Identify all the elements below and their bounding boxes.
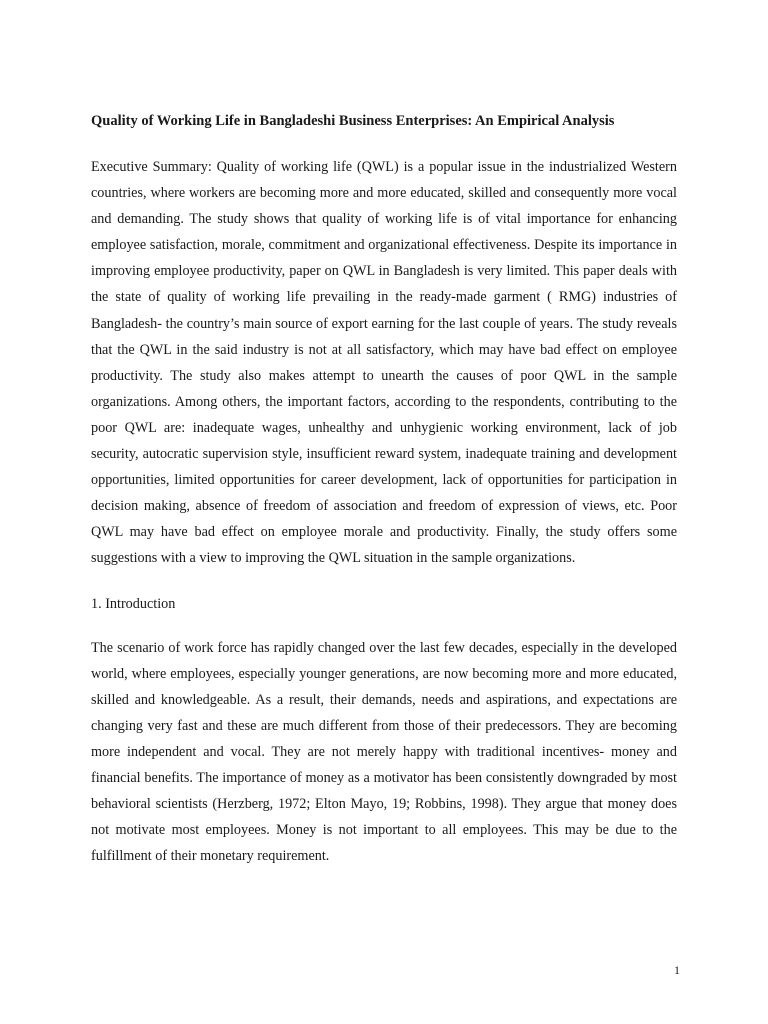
executive-summary-paragraph: Executive Summary: Quality of working life (QWL) is a popular issue in the industrialized Western countries, where workers are becoming more and more educated, skilled and consequently more vocal and demanding. The study shows that quality of working life is of vital importance for enhancing employee satisfaction, morale, commitment and organizational effectiveness. Despite its importance in improving employee productivity, paper on QWL in Bangladesh is very limited. This paper deals with the state of quality of working life prevailing in the ready-made garment ( RMG) industries of Bangladesh- the country’s main source of export earning for the last couple of years. The study reveals that the QWL in the said industry is not at all satisfactory, which may have bad effect on employee productivity. The study also makes attempt to unearth the causes of poor QWL in the sample organizations. Among others, the important factors, according to the respondents, contributing to the poor QWL are: inadequate wages, unhealthy and unhygienic working environment, lack of job security, autocratic supervision style, insufficient reward system, inadequate training and development opportunities, limited opportunities for career development, lack of opportunities for participation in decision making, absence of freedom of association and freedom of expression of views, etc. Poor QWL may have bad effect on employee morale and productivity. Finally, the study offers some suggestions with a view to improving the QWL situation in the sample organizations.: [91, 159, 677, 567]
section-heading-introduction: 1. Introduction: [91, 595, 176, 612]
page-number: 1: [674, 963, 680, 977]
paper-title: Quality of Working Life in Bangladeshi Business Enterprises: An Empirical Analysis: [91, 113, 615, 129]
introduction-paragraph: The scenario of work force has rapidly changed over the last few decades, especially in the developed world, where employees, especially younger generations, are now becoming more and more educated, skilled and knowledgeable. As a result, their demands, needs and aspirations, and expectations are changing very fast and these are much different from those of their predecessors. They are becoming more independent and vocal. They are not merely happy with traditional incentives- money and financial benefits. The importance of money as a motivator has been consistently downgraded by most behavioral scientists (Herzberg, 1972; Elton Mayo, 19; Robbins, 1998). They argue that money does not motivate most employees. Money is not important to all employees. This may be due to the fulfillment of their monetary requirement.: [91, 639, 677, 865]
page-content: [91, 108, 677, 869]
